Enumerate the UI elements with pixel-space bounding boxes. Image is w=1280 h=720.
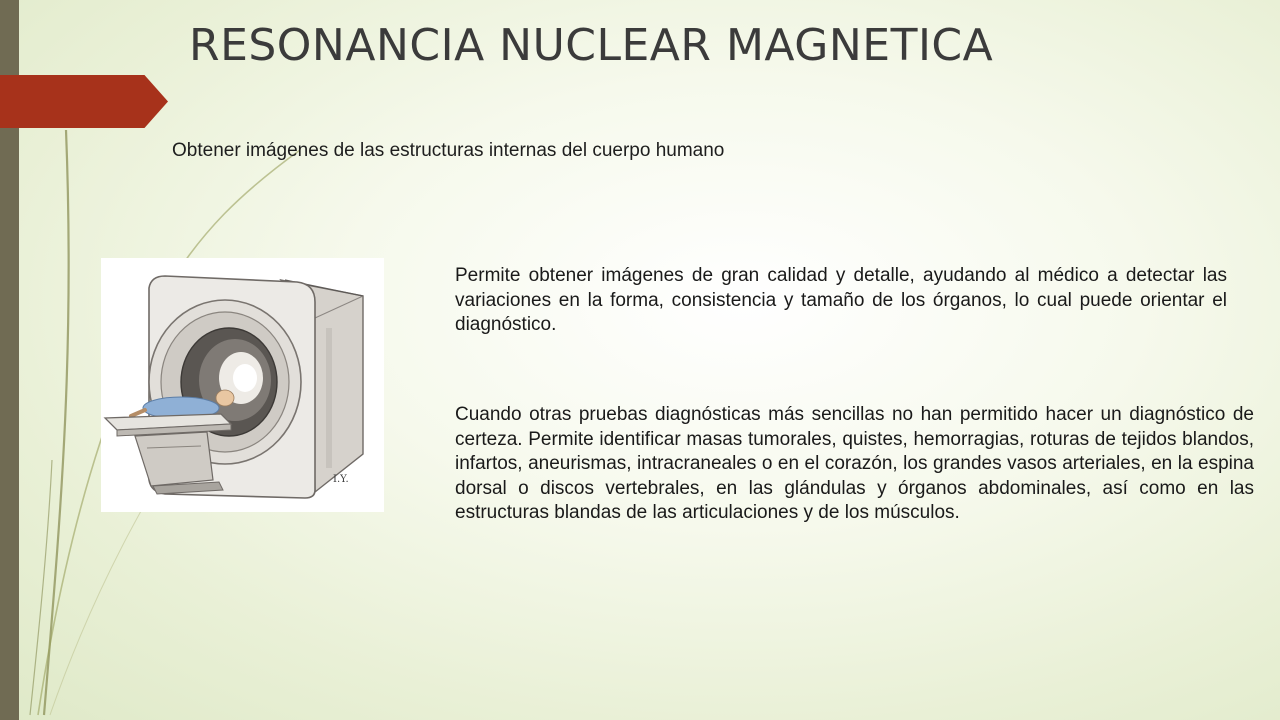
- title-accent-arrow: [0, 75, 168, 128]
- slide-subtitle: Obtener imágenes de las estructuras internas del cuerpo humano: [172, 140, 725, 161]
- description-paragraph-2: Cuando otras pruebas diagnósticas más sencillas no han permitido hacer un diagnóstico de certeza. Permite identificar masas tumorales, quistes, hemorragias, roturas de tejidos blandos, infartos, aneurismas, intracraneales o en el corazón, los grandes vasos arteriales, en la espina dorsal o discos vertebrales, en las glándulas y órganos abdominales, así como en las estructuras blandas de las articulaciones y de los músculos.: [455, 404, 1254, 523]
- description-paragraph-1: Permite obtener imágenes de gran calidad y detalle, ayudando al médico a detectar las variaciones en la forma, consistencia y tamaño de los órganos, lo cual puede orientar el diagnóstico.: [455, 265, 1227, 335]
- image-signature: I.Y.: [333, 474, 349, 485]
- mri-scanner-image: [101, 258, 384, 512]
- slide-title: RESONANCIA NUCLEAR MAGNETICA: [189, 20, 994, 71]
- mri-scanner-illustration: [101, 258, 384, 512]
